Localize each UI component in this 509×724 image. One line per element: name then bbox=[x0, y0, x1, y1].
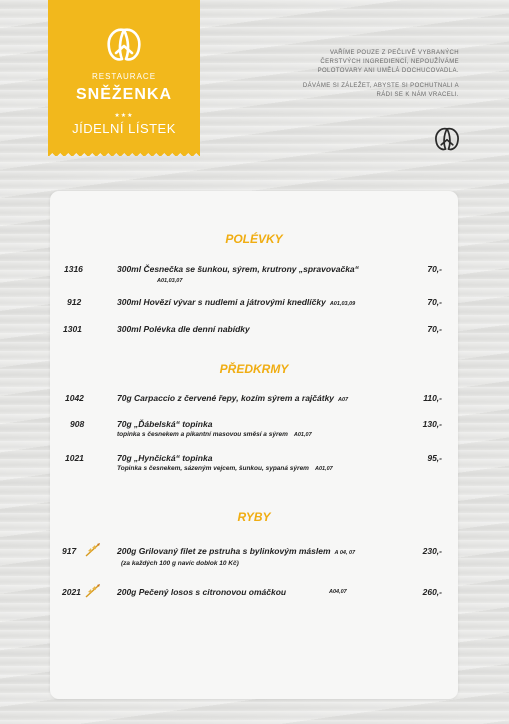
item-price: 230,- bbox=[422, 546, 442, 556]
item-code: 912 bbox=[67, 297, 82, 307]
menu-card bbox=[50, 191, 458, 699]
snowdrop-logo-icon bbox=[104, 26, 144, 64]
section-title-ryby: RYBY bbox=[237, 510, 271, 524]
item-price: 70,- bbox=[427, 264, 442, 274]
item-name: 300ml Česnečka se šunkou, sýrem, krutrony „spravovačka“ bbox=[117, 264, 359, 274]
section-title-polevky: POLÉVKY bbox=[225, 232, 283, 246]
intro-paragraph-1: VAŘÍME POUZE Z PEČLIVĚ VYBRANÝCH ČERSTVÝCH INGREDIENCÍ, NEPOUŽÍVÁME POLOTOVARY ANI UMĚLÁ DOCHUCOVADLA. bbox=[317, 50, 459, 74]
item-name: 200g Grilovaný filet ze pstruha s bylinkovým máslem bbox=[117, 546, 331, 556]
item-allergens: A 04, 07 bbox=[334, 550, 356, 556]
item-allergens: A01,07 bbox=[314, 466, 333, 472]
item-price: 130,- bbox=[422, 419, 442, 429]
item-code: 908 bbox=[70, 419, 85, 429]
item-price: 110,- bbox=[423, 393, 442, 403]
item-description: topinka s česnekem a pikantní masovou směsí a sýrem bbox=[117, 431, 288, 438]
item-code: 1301 bbox=[63, 324, 82, 334]
item-name: 300ml Hovězí vývar s nudlemi a játrovými knedlíčky bbox=[117, 297, 326, 307]
intro-paragraph-2: DÁVÁME SI ZÁLEŽET, ABYSTE SI POCHUTNALI A RÁDI SE K NÁM VRACELI. bbox=[302, 83, 459, 98]
item-code: 1042 bbox=[65, 393, 84, 403]
item-price: 260,- bbox=[422, 587, 442, 597]
item-code: 2021 bbox=[62, 587, 81, 597]
fish-icon bbox=[84, 583, 102, 599]
item-name: 300ml Polévka dle denní nabídky bbox=[117, 324, 250, 334]
badge-stars: ★★★ bbox=[114, 113, 134, 119]
restaurant-badge bbox=[48, 0, 200, 150]
fish-icon bbox=[84, 542, 102, 558]
item-allergens: A07 bbox=[338, 397, 349, 403]
item-note: (za každých 100 g navíc doblok 10 Kč) bbox=[121, 560, 239, 567]
item-allergens: A04,07 bbox=[329, 589, 347, 595]
item-price: 95,- bbox=[427, 453, 442, 463]
menu-title: JÍDELNÍ LÍSTEK bbox=[72, 121, 176, 136]
snowdrop-logo-icon bbox=[432, 126, 462, 152]
section-title-predkrmy: PŘEDKRMY bbox=[219, 362, 289, 376]
item-code: 917 bbox=[62, 546, 77, 556]
badge-subtitle: RESTAURACE bbox=[91, 72, 157, 81]
item-price: 70,- bbox=[427, 297, 442, 307]
item-name: 70g „Ďábelská“ topinka bbox=[117, 419, 213, 429]
item-description: Topinka s česnekem, sázeným vejcem, šunkou, sypaná sýrem bbox=[117, 465, 309, 472]
restaurant-name: SNĚŽENKA bbox=[75, 86, 172, 103]
item-name: 200g Pečený losos s citronovou omáčkou bbox=[117, 587, 287, 597]
item-name: 70g „Hynčická“ topinka bbox=[117, 453, 213, 463]
item-code: 1021 bbox=[65, 453, 84, 463]
item-allergens: A01,07 bbox=[293, 432, 312, 438]
item-code: 1316 bbox=[64, 264, 83, 274]
item-price: 70,- bbox=[427, 324, 442, 334]
intro-text bbox=[289, 49, 459, 106]
item-name: 70g Carpaccio z červené řepy, kozím sýrem a rajčátky bbox=[117, 393, 335, 403]
item-allergens: A01,03,07 bbox=[157, 278, 183, 284]
item-allergens: A01,03,09 bbox=[329, 301, 356, 307]
